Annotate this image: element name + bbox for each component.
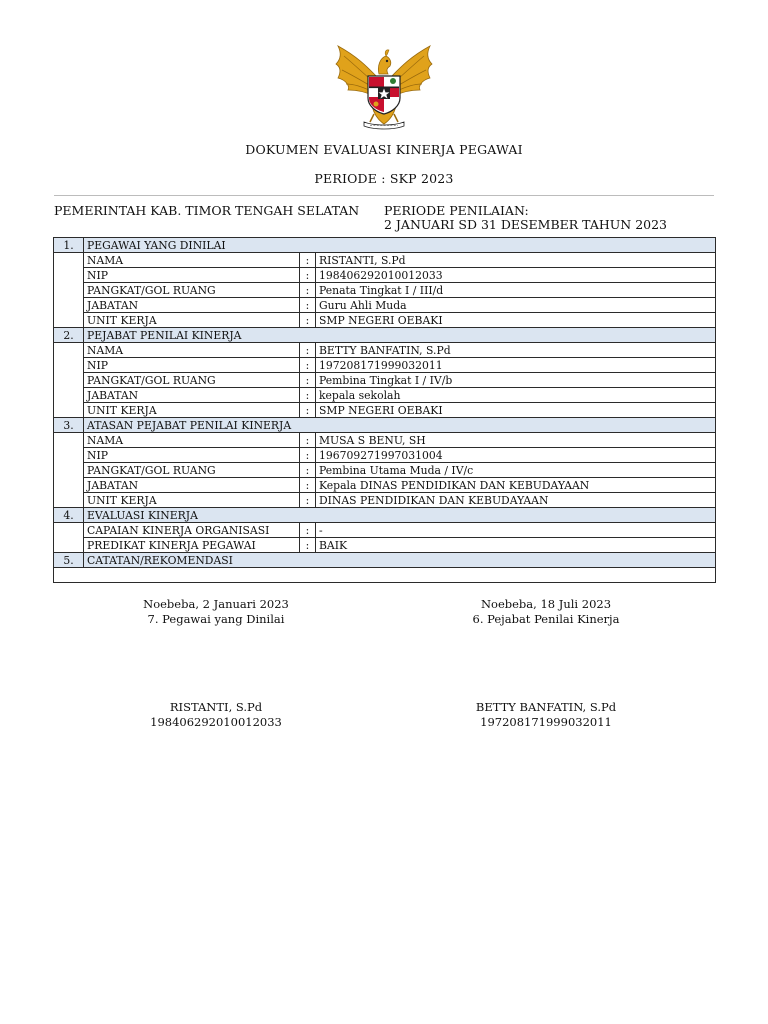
document-period: PERIODE : SKP 2023 bbox=[314, 171, 454, 186]
evaluation-table-body bbox=[54, 238, 716, 583]
section-header-row bbox=[54, 328, 716, 343]
right-signer-role: 6. Pejabat Penilai Kinerja bbox=[472, 612, 620, 626]
left-signer-role: 7. Pegawai yang Dinilai bbox=[147, 612, 285, 626]
field-colon: : bbox=[300, 253, 316, 268]
section-number: 5. bbox=[54, 553, 84, 568]
section-header-row bbox=[54, 238, 716, 253]
section-header-row bbox=[54, 418, 716, 433]
header-divider bbox=[54, 195, 714, 196]
field-colon: : bbox=[300, 283, 316, 298]
section-header-row bbox=[54, 508, 716, 523]
table-row bbox=[54, 343, 716, 358]
field-value: 198406292010012033 bbox=[316, 268, 716, 283]
field-value: Penata Tingkat I / III/d bbox=[316, 283, 716, 298]
section-number: 2. bbox=[54, 328, 84, 343]
field-label: NIP bbox=[84, 448, 300, 463]
field-label: UNIT KERJA bbox=[84, 403, 300, 418]
field-colon: : bbox=[300, 463, 316, 478]
field-colon: : bbox=[300, 448, 316, 463]
field-value: Guru Ahli Muda bbox=[316, 298, 716, 313]
left-place-date: Noebeba, 2 Januari 2023 bbox=[143, 597, 289, 611]
section-number-spacer bbox=[54, 253, 84, 328]
table-row bbox=[54, 448, 716, 463]
notes-row bbox=[54, 568, 716, 583]
section-title: PEJABAT PENILAI KINERJA bbox=[84, 328, 716, 343]
field-value: Pembina Tingkat I / IV/b bbox=[316, 373, 716, 388]
section-title: CATATAN/REKOMENDASI bbox=[84, 553, 716, 568]
left-signer-block bbox=[86, 700, 346, 730]
field-label: NIP bbox=[84, 268, 300, 283]
right-signature-block bbox=[416, 597, 676, 627]
left-signer-nip: 198406292010012033 bbox=[150, 715, 282, 729]
section-title: ATASAN PEJABAT PENILAI KINERJA bbox=[84, 418, 716, 433]
right-place-date: Noebeba, 18 Juli 2023 bbox=[480, 597, 612, 611]
institution-name: PEMERINTAH KAB. TIMOR TENGAH SELATAN bbox=[54, 203, 360, 218]
section-title: EVALUASI KINERJA bbox=[84, 508, 716, 523]
field-colon: : bbox=[300, 388, 316, 403]
field-label: NIP bbox=[84, 358, 300, 373]
field-label: CAPAIAN KINERJA ORGANISASI bbox=[84, 523, 300, 538]
section-number-spacer bbox=[54, 523, 84, 553]
field-label: PANGKAT/GOL RUANG bbox=[84, 373, 300, 388]
field-label: PANGKAT/GOL RUANG bbox=[84, 463, 300, 478]
section-number: 3. bbox=[54, 418, 84, 433]
table-row bbox=[54, 433, 716, 448]
table-row bbox=[54, 463, 716, 478]
field-value: kepala sekolah bbox=[316, 388, 716, 403]
field-colon: : bbox=[300, 358, 316, 373]
field-label: PANGKAT/GOL RUANG bbox=[84, 283, 300, 298]
field-colon: : bbox=[300, 538, 316, 553]
field-value: MUSA S BENU, SH bbox=[316, 433, 716, 448]
field-value: BETTY BANFATIN, S.Pd bbox=[316, 343, 716, 358]
field-colon: : bbox=[300, 373, 316, 388]
field-colon: : bbox=[300, 268, 316, 283]
left-signer-name: RISTANTI, S.Pd bbox=[169, 700, 263, 714]
field-label: NAMA bbox=[84, 253, 300, 268]
field-value: Pembina Utama Muda / IV/c bbox=[316, 463, 716, 478]
field-label: UNIT KERJA bbox=[84, 313, 300, 328]
table-row bbox=[54, 478, 716, 493]
field-label: JABATAN bbox=[84, 388, 300, 403]
section-title: PEGAWAI YANG DINILAI bbox=[84, 238, 716, 253]
field-value: SMP NEGERI OEBAKI bbox=[316, 313, 716, 328]
section-number-spacer bbox=[54, 343, 84, 418]
field-colon: : bbox=[300, 523, 316, 538]
garuda-pancasila-icon bbox=[330, 40, 438, 132]
field-colon: : bbox=[300, 313, 316, 328]
garuda-emblem bbox=[330, 40, 438, 132]
field-value: SMP NEGERI OEBAKI bbox=[316, 403, 716, 418]
table-row bbox=[54, 373, 716, 388]
field-value: 197208171999032011 bbox=[316, 358, 716, 373]
field-label: JABATAN bbox=[84, 298, 300, 313]
right-signer-name: BETTY BANFATIN, S.Pd bbox=[475, 700, 617, 714]
field-colon: : bbox=[300, 478, 316, 493]
field-value: RISTANTI, S.Pd bbox=[316, 253, 716, 268]
document-title: DOKUMEN EVALUASI KINERJA PEGAWAI bbox=[245, 142, 523, 157]
field-colon: : bbox=[300, 343, 316, 358]
field-colon: : bbox=[300, 403, 316, 418]
right-signer-nip: 197208171999032011 bbox=[480, 715, 612, 729]
field-label: NAMA bbox=[84, 433, 300, 448]
table-row bbox=[54, 268, 716, 283]
field-value: DINAS PENDIDIKAN DAN KEBUDAYAAN bbox=[316, 493, 716, 508]
table-row bbox=[54, 388, 716, 403]
table-row bbox=[54, 253, 716, 268]
evaluation-table bbox=[53, 237, 716, 583]
field-colon: : bbox=[300, 493, 316, 508]
field-value: Kepala DINAS PENDIDIKAN DAN KEBUDAYAAN bbox=[316, 478, 716, 493]
table-row bbox=[54, 403, 716, 418]
field-value: 196709271997031004 bbox=[316, 448, 716, 463]
field-label: PREDIKAT KINERJA PEGAWAI bbox=[84, 538, 300, 553]
section-number: 1. bbox=[54, 238, 84, 253]
notes-cell bbox=[54, 568, 716, 583]
table-row bbox=[54, 283, 716, 298]
right-signer-block bbox=[416, 700, 676, 730]
table-row bbox=[54, 493, 716, 508]
field-label: UNIT KERJA bbox=[84, 493, 300, 508]
table-row bbox=[54, 313, 716, 328]
field-label: NAMA bbox=[84, 343, 300, 358]
section-number-spacer bbox=[54, 433, 84, 508]
field-value: - bbox=[316, 523, 716, 538]
assessment-period-label: PERIODE PENILAIAN: bbox=[384, 203, 529, 218]
left-signature-block bbox=[86, 597, 346, 627]
field-colon: : bbox=[300, 298, 316, 313]
field-colon: : bbox=[300, 433, 316, 448]
table-row bbox=[54, 538, 716, 553]
table-row bbox=[54, 523, 716, 538]
section-number: 4. bbox=[54, 508, 84, 523]
table-row bbox=[54, 298, 716, 313]
field-label: JABATAN bbox=[84, 478, 300, 493]
assessment-period-value: 2 JANUARI SD 31 DESEMBER TAHUN 2023 bbox=[384, 217, 668, 232]
field-value: BAIK bbox=[316, 538, 716, 553]
section-header-row bbox=[54, 553, 716, 568]
table-row bbox=[54, 358, 716, 373]
